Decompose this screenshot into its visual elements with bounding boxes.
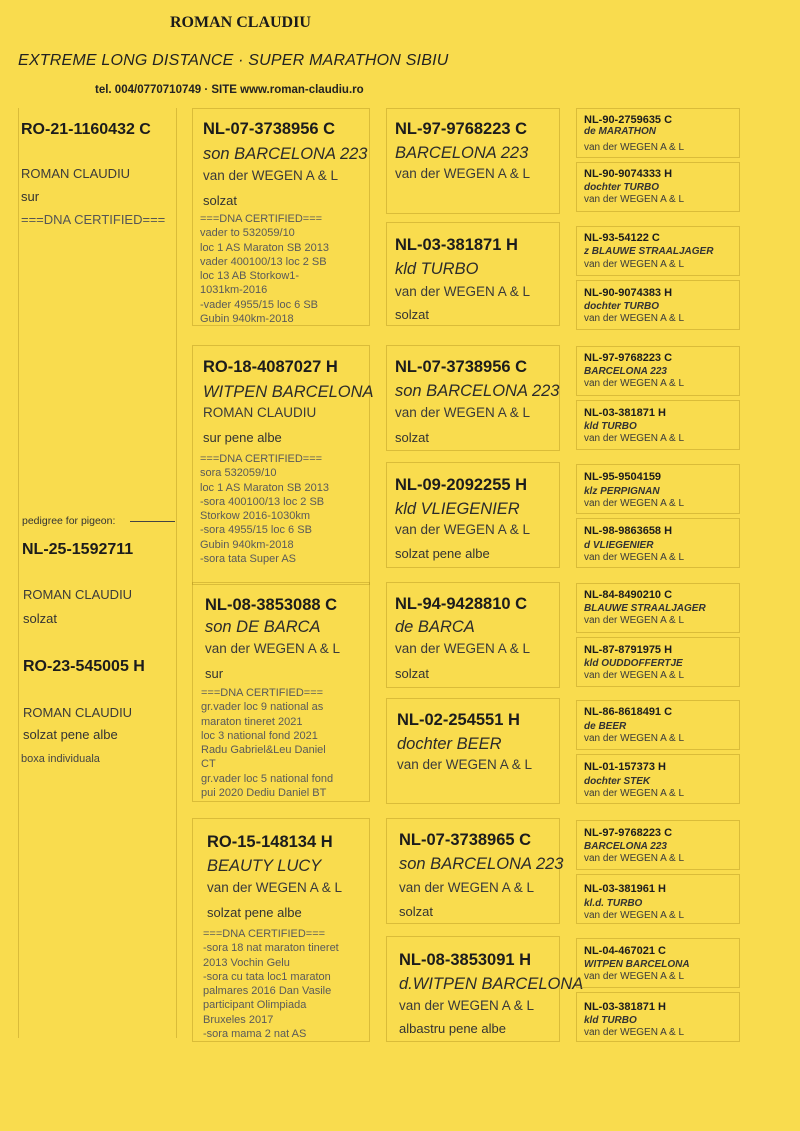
- g4-ring: NL-04-467021 C: [584, 945, 666, 957]
- g4-card-7: [576, 464, 740, 514]
- contact-line: tel. 004/0770710749 · SITE www.roman-claudiu.ro: [95, 84, 364, 96]
- g2-card-2: [192, 345, 374, 585]
- g4-name: dochter STEK: [584, 776, 651, 787]
- dam-extra: boxa individuala: [21, 753, 100, 765]
- owner-card: [16, 580, 176, 630]
- g4-ring: NL-98-9863658 H: [584, 525, 673, 537]
- g3-card-3: [386, 345, 560, 451]
- g3-name: son BARCELONA 223: [395, 382, 560, 400]
- g3-name: d.WITPEN BARCELONA: [399, 975, 584, 993]
- g4-breeder: van der WEGEN A & L: [584, 259, 685, 270]
- pedigree-label: pedigree for pigeon:: [22, 515, 116, 527]
- g2-breeder: van der WEGEN A & L: [207, 880, 343, 895]
- g2-breeder: van der WEGEN A & L: [205, 641, 341, 656]
- g4-card-16: [576, 992, 740, 1042]
- g4-card-12: [576, 754, 740, 804]
- sire-ring: RO-21-1160432 C: [21, 121, 151, 138]
- g3-name: BARCELONA 223: [395, 144, 529, 162]
- g4-name: kld TURBO: [584, 421, 637, 432]
- g4-breeder: van der WEGEN A & L: [584, 552, 685, 563]
- sire-dna: ===DNA CERTIFIED===: [21, 212, 166, 227]
- g3-card-8: [386, 936, 584, 1042]
- owner-breeder: ROMAN CLAUDIU: [23, 587, 133, 602]
- g4-name: dochter TURBO: [584, 182, 659, 193]
- g4-breeder: van der WEGEN A & L: [584, 498, 685, 509]
- g4-card-2: [576, 162, 740, 212]
- g3-color: albastru pene albe: [399, 1021, 506, 1036]
- g3-ring: NL-09-2092255 H: [395, 476, 528, 494]
- g3-breeder: van der WEGEN A & L: [399, 998, 535, 1013]
- g4-ring: NL-90-9074333 H: [584, 168, 673, 180]
- g3-card-2: [386, 222, 560, 326]
- g4-name: de MARATHON: [584, 126, 657, 137]
- g2-color: solzat: [203, 193, 237, 208]
- g3-ring: NL-94-9428810 C: [395, 595, 528, 613]
- g4-ring: NL-95-9504159: [584, 471, 662, 483]
- sire-card: [16, 108, 176, 528]
- g2-name: son DE BARCA: [205, 618, 321, 636]
- g4-card-9: [576, 583, 740, 633]
- sire-color: sur: [21, 189, 40, 204]
- g4-ring: NL-03-381871 H: [584, 407, 666, 419]
- page-subtitle: EXTREME LONG DISTANCE · SUPER MARATHON SIBIU: [18, 52, 449, 69]
- g3-card-7: [386, 818, 564, 924]
- g3-color: solzat: [395, 430, 429, 445]
- g4-name: d VLIEGENIER: [584, 540, 654, 551]
- g4-breeder: van der WEGEN A & L: [584, 788, 685, 799]
- g3-breeder: van der WEGEN A & L: [395, 405, 531, 420]
- g4-ring: NL-87-8791975 H: [584, 644, 673, 656]
- g2-notes: ===DNA CERTIFIED=== gr.vader loc 9 national as maraton tineret 2021 loc 3 national fond 2021 Radu Gabriel&Leu Daniel CT gr.vader loc 5 national fond pui 2020 Dediu Daniel BT: [201, 687, 334, 800]
- g4-name: de BEER: [584, 721, 627, 732]
- g2-color: solzat pene albe: [207, 905, 302, 920]
- g3-ring: NL-97-9768223 C: [395, 120, 528, 138]
- g3-breeder: van der WEGEN A & L: [395, 166, 531, 181]
- g3-card-4: [386, 462, 560, 568]
- g4-card-11: [576, 700, 740, 750]
- g2-notes: ===DNA CERTIFIED=== sora 532059/10 loc 1 AS Maraton SB 2013 -sora 400100/13 loc 2 SB Storkow 2016-1030km -sora 4955/15 loc 6 SB Gubin 940km-2018 -sora tata Super AS: [200, 453, 330, 566]
- g2-color: sur pene albe: [203, 430, 282, 445]
- g4-card-14: [576, 874, 740, 924]
- g4-name: WITPEN BARCELONA: [584, 959, 690, 970]
- g2-ring: RO-18-4087027 H: [203, 358, 338, 376]
- g4-ring: NL-84-8490210 C: [584, 589, 673, 601]
- g4-breeder: van der WEGEN A & L: [584, 433, 685, 444]
- dam-breeder: ROMAN CLAUDIU: [23, 705, 133, 720]
- g3-card-5: [386, 582, 560, 688]
- dam-ring: RO-23-545005 H: [23, 658, 145, 675]
- g4-card-15: [576, 938, 740, 988]
- g3-color: solzat: [395, 666, 429, 681]
- g2-name: son BARCELONA 223: [203, 145, 368, 163]
- g2-name: WITPEN BARCELONA: [203, 383, 374, 401]
- g4-card-6: [576, 400, 740, 450]
- g4-card-8: [576, 518, 740, 568]
- g4-card-10: [576, 637, 740, 687]
- g3-ring: NL-07-3738956 C: [395, 358, 528, 376]
- g3-ring: NL-03-381871 H: [395, 236, 518, 254]
- g4-name: dochter TURBO: [584, 301, 659, 312]
- g4-name: BARCELONA 223: [584, 841, 667, 852]
- g2-name: BEAUTY LUCY: [207, 857, 322, 875]
- g3-name: dochter BEER: [397, 735, 502, 753]
- g2-card-4: [192, 818, 370, 1042]
- owner-color: solzat: [23, 611, 57, 626]
- g4-card-13: [576, 820, 740, 870]
- g3-color: solzat pene albe: [395, 546, 490, 561]
- g4-breeder: van der WEGEN A & L: [584, 853, 685, 864]
- g2-breeder: van der WEGEN A & L: [203, 168, 339, 183]
- g4-ring: NL-01-157373 H: [584, 761, 666, 773]
- g4-name: BARCELONA 223: [584, 366, 667, 377]
- g2-card-1: [192, 108, 370, 326]
- g4-card-3: [576, 226, 740, 276]
- page-title: ROMAN CLAUDIU: [170, 14, 311, 31]
- g4-ring: NL-86-8618491 C: [584, 706, 673, 718]
- g4-ring: NL-97-9768223 C: [584, 827, 673, 839]
- g3-name: kld TURBO: [395, 260, 479, 278]
- g2-ring: NL-07-3738956 C: [203, 120, 336, 138]
- divider-line: [176, 108, 177, 1038]
- g2-breeder: ROMAN CLAUDIU: [203, 405, 317, 420]
- g4-ring: NL-03-381961 H: [584, 883, 666, 895]
- g4-name: klz PERPIGNAN: [584, 486, 660, 497]
- pedigree-label-line: [130, 521, 175, 522]
- g3-name: son BARCELONA 223: [399, 855, 564, 873]
- g4-ring: NL-03-381871 H: [584, 1001, 666, 1013]
- g4-breeder: van der WEGEN A & L: [584, 910, 685, 921]
- g3-color: solzat: [399, 904, 433, 919]
- g3-card-1: [386, 108, 560, 214]
- g4-breeder: van der WEGEN A & L: [584, 971, 685, 982]
- g4-breeder: van der WEGEN A & L: [584, 615, 685, 626]
- g3-card-6: [386, 698, 560, 804]
- pedigree-ring: NL-25-1592711: [22, 541, 134, 558]
- g3-ring: NL-08-3853091 H: [399, 951, 532, 969]
- g2-ring: RO-15-148134 H: [207, 833, 333, 851]
- g4-name: kl.d. TURBO: [584, 898, 643, 909]
- g2-card-3: [192, 582, 370, 802]
- g4-breeder: van der WEGEN A & L: [584, 142, 685, 153]
- g3-color: solzat: [395, 307, 429, 322]
- g2-notes: ===DNA CERTIFIED=== vader to 532059/10 loc 1 AS Maraton SB 2013 vader 400100/13 loc 2 SB loc 13 AB Storkow1- 1031km-2016 -vader 4955/15 loc 6 SB Gubin 940km-2018: [200, 213, 330, 326]
- g3-breeder: van der WEGEN A & L: [397, 757, 533, 772]
- g4-breeder: van der WEGEN A & L: [584, 1027, 685, 1038]
- g2-ring: NL-08-3853088 C: [205, 596, 338, 614]
- g3-breeder: van der WEGEN A & L: [395, 522, 531, 537]
- g4-name: kld TURBO: [584, 1015, 637, 1026]
- g3-breeder: van der WEGEN A & L: [395, 284, 531, 299]
- g4-name: kld OUDDOFFERTJE: [584, 658, 683, 669]
- g4-breeder: van der WEGEN A & L: [584, 670, 685, 681]
- g3-ring: NL-02-254551 H: [397, 711, 520, 729]
- g4-breeder: van der WEGEN A & L: [584, 194, 685, 205]
- g4-card-4: [576, 280, 740, 330]
- dam-card: [16, 648, 176, 768]
- g4-breeder: van der WEGEN A & L: [584, 313, 685, 324]
- g4-ring: NL-90-9074383 H: [584, 287, 673, 299]
- g4-card-5: [576, 346, 740, 396]
- g4-name: z BLAUWE STRAALJAGER: [584, 246, 714, 257]
- g4-ring: NL-93-54122 C: [584, 232, 660, 244]
- g3-breeder: van der WEGEN A & L: [399, 880, 535, 895]
- sire-breeder: ROMAN CLAUDIU: [21, 166, 131, 181]
- g4-card-1: [576, 108, 740, 158]
- g4-name: BLAUWE STRAALJAGER: [584, 603, 706, 614]
- g3-name: de BARCA: [395, 618, 475, 636]
- g2-color: sur: [205, 666, 224, 681]
- g3-name: kld VLIEGENIER: [395, 500, 520, 518]
- g2-notes: ===DNA CERTIFIED=== -sora 18 nat maraton tineret 2013 Vochin Gelu -sora cu tata loc1 maraton palmares 2016 Dan Vasile participant Olimpiada Bruxeles 2017 -sora mama 2 nat AS: [203, 928, 339, 1041]
- g3-ring: NL-07-3738965 C: [399, 831, 532, 849]
- g4-ring: NL-90-2759635 C: [584, 114, 673, 126]
- g4-breeder: van der WEGEN A & L: [584, 733, 685, 744]
- divider-line: [18, 108, 19, 1038]
- g3-breeder: van der WEGEN A & L: [395, 641, 531, 656]
- g4-breeder: van der WEGEN A & L: [584, 378, 685, 389]
- g4-ring: NL-97-9768223 C: [584, 352, 673, 364]
- dam-color: solzat pene albe: [23, 727, 118, 742]
